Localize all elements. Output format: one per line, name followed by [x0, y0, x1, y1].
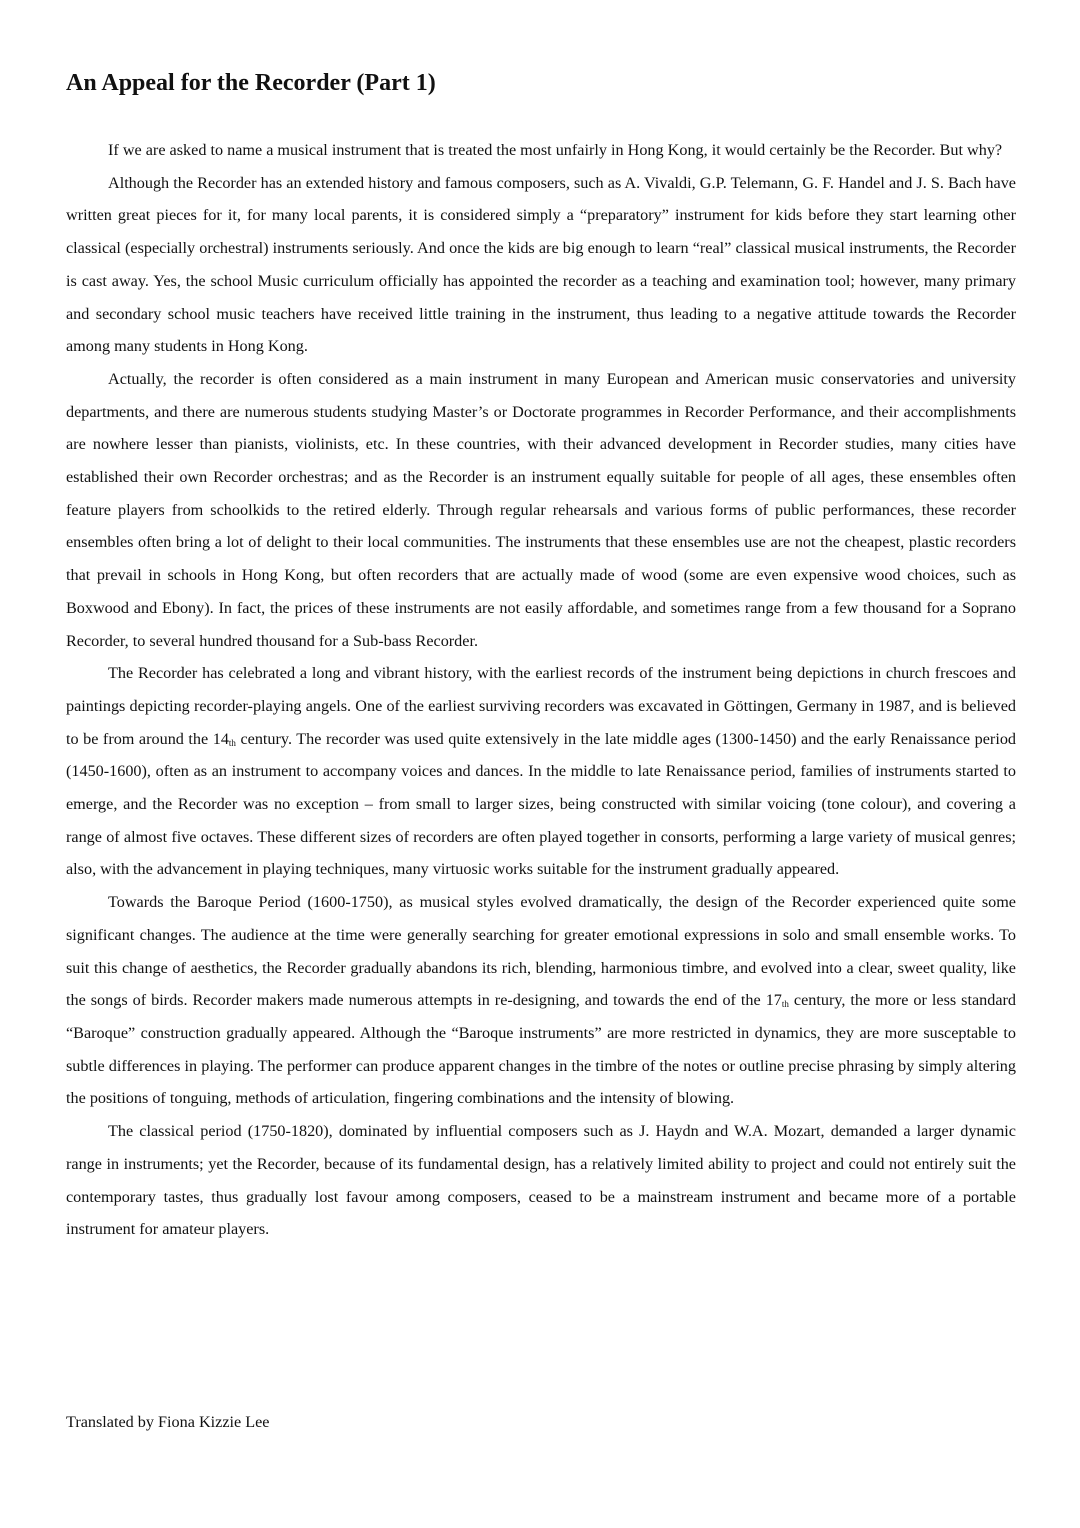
paragraph-classical: The classical period (1750-1820), dominated by influential composers such as J. Haydn and W.A. Mozart, demanded a larger dynamic range in instruments; yet the Recorder, because of its fundamental design, has a relatively limited ability to project and could not entirely suit the contemporary tastes, thus gradually lost favour among composers, ceased to be a mainstream instrument and became more of a portable instrument for amateur players. [66, 1122, 1016, 1239]
article-body [66, 134, 1016, 1246]
ordinal-suffix: th [228, 737, 236, 748]
paragraph-baroque-part-2: century, the more or less standard “Baroque” construction gradually appeared. Although the “Baroque instruments” are more restricted in dynamics, they are more susceptable to subtle differences in playing. The performer can produce apparent changes in the timbre of the notes or outline precise phrasing by simply altering the positions of tonguing, methods of articulation, fingering combinations and the intensity of blowing. [66, 991, 1016, 1108]
ordinal-suffix: th [781, 999, 789, 1010]
paragraph-baroque [66, 886, 1016, 1115]
paragraph-intro: If we are asked to name a musical instrument that is treated the most unfairly in Hong Kong, it would certainly be the Recorder. But why? [108, 141, 1003, 159]
paragraph-conservatories: Actually, the recorder is often considered as a main instrument in many European and American music conservatories and university departments, and there are numerous students studying Master’s or Doctorate programmes in Recorder Performance, and their accomplishments are nowhere lesser than pianists, violinists, etc. In these countries, with their advanced development in Recorder studies, many cities have established their own Recorder orchestras; and as the Recorder is an instrument equally suitable for people of all ages, these ensembles often feature players from schoolkids to the retired elderly. Through regular rehearsals and various forms of public performances, these recorder ensembles often bring a lot of delight to their local communities. The instruments that these ensembles use are not the cheapest, plastic recorders that prevail in schools in Hong Kong, but often recorders that are actually made of wood (some are even expensive wood choices, such as Boxwood and Ebony). In fact, the prices of these instruments are not easily affordable, and sometimes range from a few thousand for a Soprano Recorder, to several hundred thousand for a Sub-bass Recorder. [66, 369, 1016, 650]
article [66, 64, 1016, 1246]
paragraph-renaissance-part-2: century. The recorder was used quite extensively in the late middle ages (1300-1450) and the early Renaissance period (1450-1600), often as an instrument to accompany voices and dances. In the middle to late Renaissance period, families of instruments started to emerge, and the Recorder was no exception – from small to larger sizes, being constructed with similar voicing (tone colour), and covering a range of almost five octaves. These different sizes of recorders are often played together in consorts, performing a large variety of musical genres; also, with the advancement in playing techniques, many virtuosic works suitable for the instrument gradually appeared. [66, 729, 1017, 879]
paragraph-baroque-part-1: Towards the Baroque Period (1600-1750), as musical styles evolved dramatically, the design of the Recorder experienced quite some significant changes. The audience at the time were generally searching for greater emotional expressions in solo and small ensemble works. To suit this change of aesthetics, the Recorder gradually abandons its rich, blending, harmonious timbre, and evolved into a clear, sweet quality, like the songs of birds. Recorder makers made numerous attempts in re-designing, and towards the end of the 17 [66, 893, 1016, 1010]
article-title: An Appeal for the Recorder (Part 1) [66, 70, 436, 96]
paragraph-renaissance [66, 657, 1016, 886]
paragraph-renaissance-part-1: The Recorder has celebrated a long and vibrant history, with the earliest records of the instrument being depictions in church frescoes and paintings depicting recorder-playing angels. One of the earliest surviving recorders was excavated in Göttingen, Germany in 1987, and is believed to be from around the 14 [66, 664, 1016, 748]
translator-credit: Translated by Fiona Kizzie Lee [66, 1413, 270, 1431]
paragraph-history-composers: Although the Recorder has an extended history and famous composers, such as A. Vivaldi, G.P. Telemann, G. F. Handel and J. S. Bach have written great pieces for it, for many local parents, it is considered simply a “preparatory” instrument for kids before they start learning other classical (especially orchestral) instruments seriously. And once the kids are big enough to learn “real” classical musical instruments, the Recorder is cast away. Yes, the school Music curriculum officially has appointed the recorder as a teaching and examination tool; however, many primary and secondary school music teachers have received little training in the instrument, thus leading to a negative attitude towards the Recorder among many students in Hong Kong. [66, 173, 1016, 356]
